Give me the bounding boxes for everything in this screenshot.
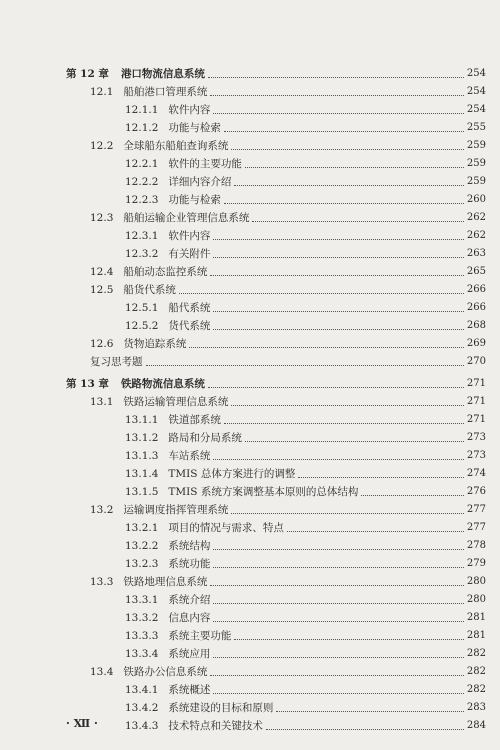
toc-entry-title: 复习思考题 — [90, 356, 143, 368]
toc-entry-number: 12.5.2 — [125, 320, 159, 332]
toc-entry-page: 282 — [466, 648, 486, 659]
toc-entry-number: 第 13 章 — [66, 378, 109, 390]
toc-entry-number: 13.4.1 — [125, 684, 159, 696]
toc-dot-leader — [146, 364, 464, 366]
toc-entry-title: 货物追踪系统 — [123, 338, 187, 350]
toc-dot-leader — [208, 386, 464, 388]
toc-section-entry — [0, 137, 500, 155]
toc-entry-page: 266 — [466, 284, 486, 295]
toc-dot-leader — [213, 112, 464, 114]
toc-entry-title: TMIS 总体方案进行的调整 — [168, 468, 296, 480]
toc-subsection-entry — [0, 591, 500, 609]
toc-entry-number: 12.6 — [90, 338, 114, 350]
toc-dot-leader — [213, 256, 464, 258]
toc-dot-leader — [213, 620, 464, 622]
toc-entry-title: 功能与检索 — [168, 122, 221, 134]
toc-entry-page: 266 — [466, 302, 486, 313]
toc-entry-number: 第 12 章 — [66, 68, 109, 80]
toc-subsection-entry — [0, 555, 500, 573]
toc-entry-title: 系统概述 — [168, 684, 211, 696]
toc-entry-title: 项目的情况与需求、特点 — [168, 522, 284, 534]
toc-dot-leader — [234, 184, 464, 186]
toc-entry-page: 271 — [466, 378, 486, 389]
toc-entry-page: 274 — [466, 468, 486, 479]
toc-section-entry — [0, 281, 500, 299]
toc-subsection-entry — [0, 699, 500, 717]
toc-entry-title: 详细内容介绍 — [168, 176, 232, 188]
toc-misc-entry — [0, 353, 500, 371]
toc-entry-page: 273 — [466, 432, 486, 443]
toc-entry-number: 12.1.1 — [125, 104, 159, 116]
toc-entry-page: 268 — [466, 320, 486, 331]
toc-entry-number: 13.2.1 — [125, 522, 159, 534]
toc-entry-title: 铁路运输管理信息系统 — [123, 396, 229, 408]
toc-entry-page: 282 — [466, 666, 486, 677]
toc-entry-number: 12.5.1 — [125, 302, 159, 314]
toc-subsection-entry — [0, 519, 500, 537]
toc-dot-leader — [266, 728, 464, 730]
toc-dot-leader — [298, 476, 464, 478]
toc-dot-leader — [361, 494, 464, 496]
toc-dot-leader — [245, 440, 464, 442]
toc-dot-leader — [213, 602, 464, 604]
toc-dot-leader — [252, 220, 464, 222]
toc-entry-title: 技术特点和关键技术 — [168, 720, 263, 732]
toc-entry-number: 13.1.2 — [125, 432, 159, 444]
toc-entry-page: 282 — [466, 684, 486, 695]
toc-section-entry — [0, 209, 500, 227]
toc-entry-page: 260 — [466, 194, 486, 205]
toc-subsection-entry — [0, 681, 500, 699]
toc-dot-leader — [213, 692, 464, 694]
toc-entry-page: 254 — [466, 86, 486, 97]
toc-entry-number: 13.3.1 — [125, 594, 159, 606]
toc-subsection-entry — [0, 627, 500, 645]
toc-entry-page: 262 — [466, 230, 486, 241]
toc-entry-number: 12.3 — [90, 212, 114, 224]
toc-subsection-entry — [0, 465, 500, 483]
toc-entry-title: 车站系统 — [168, 450, 211, 462]
toc-entry-number: 13.1.4 — [125, 468, 159, 480]
toc-entry-page: 270 — [466, 356, 486, 367]
toc-entry-number: 12.3.1 — [125, 230, 159, 242]
toc-entry-title: 铁路地理信息系统 — [123, 576, 208, 588]
toc-entry-number: 12.1.2 — [125, 122, 159, 134]
toc-dot-leader — [210, 584, 464, 586]
toc-entry-page: 259 — [466, 140, 486, 151]
toc-dot-leader — [224, 422, 464, 424]
toc-entry-number: 13.4.3 — [125, 720, 159, 732]
toc-entry-number: 13.3.2 — [125, 612, 159, 624]
toc-entry-title: 软件内容 — [168, 104, 211, 116]
toc-dot-leader — [224, 130, 464, 132]
toc-entry-page: 284 — [466, 720, 486, 731]
toc-dot-leader — [213, 238, 464, 240]
toc-dot-leader — [213, 458, 464, 460]
toc-section-entry — [0, 335, 500, 353]
toc-entry-title: 软件内容 — [168, 230, 211, 242]
toc-dot-leader — [213, 566, 464, 568]
toc-entry-number: 13.3 — [90, 576, 114, 588]
toc-dot-leader — [231, 148, 464, 150]
toc-dot-leader — [213, 656, 464, 658]
toc-subsection-entry — [0, 245, 500, 263]
toc-subsection-entry — [0, 155, 500, 173]
toc-entry-number: 13.1.1 — [125, 414, 159, 426]
toc-entry-title: 功能与检索 — [168, 194, 221, 206]
toc-dot-leader — [276, 710, 464, 712]
toc-entry-number: 13.2.2 — [125, 540, 159, 552]
toc-entry-number: 12.2 — [90, 140, 114, 152]
toc-entry-number: 13.1.5 — [125, 486, 159, 498]
toc-entry-page: 259 — [466, 176, 486, 187]
toc-entry-number: 13.4 — [90, 666, 114, 678]
toc-entry-page: 255 — [466, 122, 486, 133]
toc-entry-page: 271 — [466, 396, 486, 407]
toc-subsection-entry — [0, 299, 500, 317]
toc-entry-number: 12.3.2 — [125, 248, 159, 260]
toc-entry-number: 12.1 — [90, 86, 114, 98]
toc-entry-title: 有关附件 — [168, 248, 211, 260]
toc-entry-title: 货代系统 — [168, 320, 211, 332]
toc-subsection-entry — [0, 173, 500, 191]
toc-section-entry — [0, 663, 500, 681]
toc-dot-leader — [234, 638, 464, 640]
toc-section-entry — [0, 393, 500, 411]
toc-entry-title: 系统主要功能 — [168, 630, 232, 642]
toc-entry-page: 283 — [466, 702, 486, 713]
toc-entry-title: 系统应用 — [168, 648, 211, 660]
toc-entry-page: 277 — [466, 522, 486, 533]
toc-entry-number: 12.5 — [90, 284, 114, 296]
toc-dot-leader — [245, 166, 464, 168]
toc-subsection-entry — [0, 317, 500, 335]
toc-dot-leader — [231, 512, 464, 514]
toc-dot-leader — [224, 202, 464, 204]
toc-entry-number: 12.2.1 — [125, 158, 159, 170]
toc-subsection-entry — [0, 227, 500, 245]
toc-entry-page: 271 — [466, 414, 486, 425]
toc-entry-title: 信息内容 — [168, 612, 211, 624]
toc-entry-page: 279 — [466, 558, 486, 569]
toc-section-entry — [0, 263, 500, 281]
toc-entry-number: 12.2.2 — [125, 176, 159, 188]
toc-dot-leader — [231, 404, 464, 406]
toc-subsection-entry — [0, 101, 500, 119]
toc-entry-title: 船舶运输企业管理信息系统 — [123, 212, 250, 224]
toc-entry-page: 254 — [466, 68, 486, 79]
toc-entry-title: 系统结构 — [168, 540, 211, 552]
toc-entry-title: 铁路物流信息系统 — [120, 378, 205, 390]
toc-dot-leader — [213, 328, 464, 330]
toc-chapter-entry — [0, 65, 500, 83]
toc-entry-title: 路局和分局系统 — [168, 432, 242, 444]
toc-dot-leader — [213, 548, 464, 550]
toc-entry-title: 船舶港口管理系统 — [123, 86, 208, 98]
toc-entry-number: 13.1.3 — [125, 450, 159, 462]
toc-entry-number: 13.3.4 — [125, 648, 159, 660]
toc-dot-leader — [210, 274, 464, 276]
toc-entry-number: 13.3.3 — [125, 630, 159, 642]
toc-entry-number: 13.1 — [90, 396, 114, 408]
toc-entry-title: 港口物流信息系统 — [120, 68, 205, 80]
toc-entry-title: 系统介绍 — [168, 594, 211, 606]
toc-entry-page: 280 — [466, 576, 486, 587]
toc-section-entry — [0, 83, 500, 101]
toc-chapter-entry — [0, 375, 500, 393]
toc-entry-title: 系统功能 — [168, 558, 211, 570]
toc-dot-leader — [213, 310, 464, 312]
toc-dot-leader — [210, 674, 464, 676]
toc-entry-title: 船代系统 — [168, 302, 211, 314]
toc-subsection-entry — [0, 609, 500, 627]
toc-dot-leader — [208, 76, 464, 78]
toc-dot-leader — [189, 346, 464, 348]
toc-subsection-entry — [0, 411, 500, 429]
toc-entry-page: 265 — [466, 266, 486, 277]
toc-entry-page: 277 — [466, 504, 486, 515]
toc-entry-title: 铁道部系统 — [168, 414, 221, 426]
toc-section-entry — [0, 573, 500, 591]
toc-entry-number: 12.2.3 — [125, 194, 159, 206]
toc-entry-number: 13.2 — [90, 504, 114, 516]
toc-entry-page: 254 — [466, 104, 486, 115]
toc-entry-page: 278 — [466, 540, 486, 551]
toc-subsection-entry — [0, 447, 500, 465]
toc-entry-page: 280 — [466, 594, 486, 605]
toc-entry-page: 269 — [466, 338, 486, 349]
toc-entry-title: 软件的主要功能 — [168, 158, 242, 170]
toc-subsection-entry — [0, 537, 500, 555]
toc-entry-page: 263 — [466, 248, 486, 259]
toc-subsection-entry — [0, 119, 500, 137]
toc-subsection-entry — [0, 191, 500, 209]
toc-entry-page: 281 — [466, 612, 486, 623]
toc-entry-title: 船舶动态监控系统 — [123, 266, 208, 278]
toc-dot-leader — [179, 292, 464, 294]
toc-entry-title: 船货代系统 — [123, 284, 176, 296]
toc-entry-title: 系统建设的目标和原则 — [168, 702, 274, 714]
toc-dot-leader — [210, 94, 464, 96]
toc-entry-number: 13.2.3 — [125, 558, 159, 570]
toc-entry-title: 全球船东船舶查询系统 — [123, 140, 229, 152]
toc-subsection-entry — [0, 483, 500, 501]
page-number-footer: · Ⅻ · — [66, 717, 98, 730]
toc-subsection-entry — [0, 429, 500, 447]
toc-entry-page: 281 — [466, 630, 486, 641]
toc-entry-page: 276 — [466, 486, 486, 497]
toc-dot-leader — [287, 530, 464, 532]
toc-subsection-entry — [0, 645, 500, 663]
toc-entry-number: 12.4 — [90, 266, 114, 278]
toc-entry-number: 13.4.2 — [125, 702, 159, 714]
toc-entry-title: 铁路办公信息系统 — [123, 666, 208, 678]
toc-entry-title: TMIS 系统方案调整基本原则的总体结构 — [168, 486, 359, 498]
toc-entry-page: 259 — [466, 158, 486, 169]
toc-entry-title: 运输调度指挥管理系统 — [123, 504, 229, 516]
toc-entry-page: 273 — [466, 450, 486, 461]
toc-section-entry — [0, 501, 500, 519]
toc-entry-page: 262 — [466, 212, 486, 223]
